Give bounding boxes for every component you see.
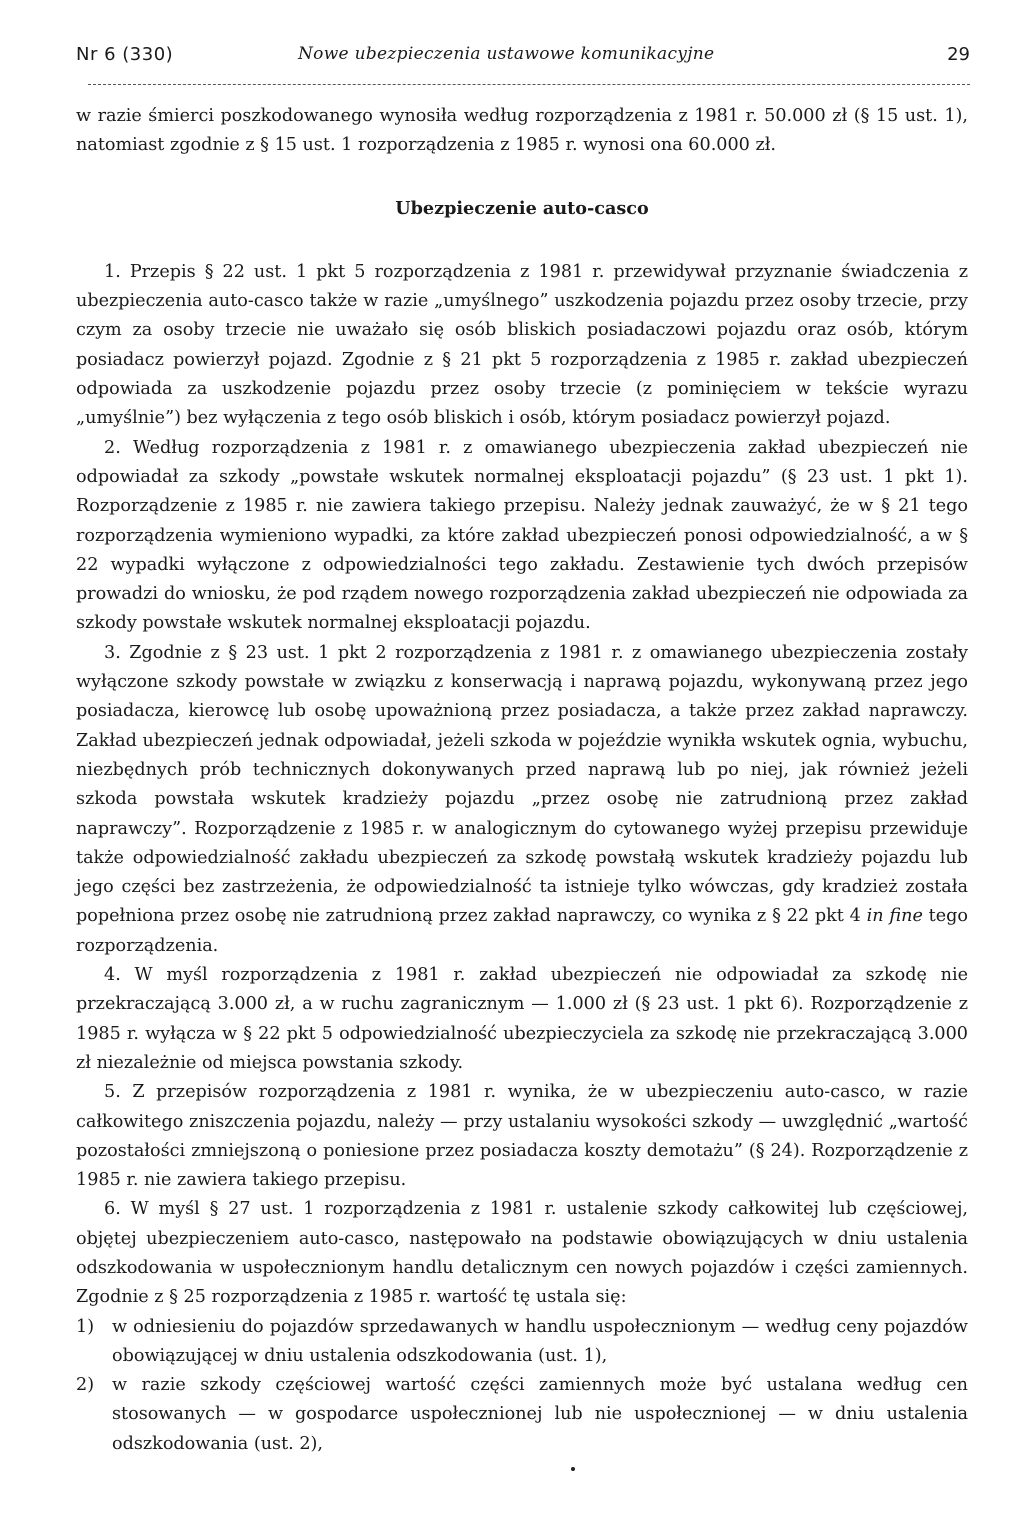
list-item-2-number: 2) xyxy=(76,1375,95,1396)
page-number: 29 xyxy=(947,44,970,65)
paragraph-3 xyxy=(76,639,968,961)
issue-number: Nr 6 (330) xyxy=(76,44,174,65)
paragraph-4: 4. W myśl rozporządzenia z 1981 r. zakład ubezpieczeń nie odpowiadał za szkodę nie przekraczającą 3.000 zł, a w ruchu zagranicznym — 1.000 zł (§ 23 ust. 1 pkt 6). Rozporządzenie z 1985 r. wyłącza w § 22 pkt 5 odpowiedzialność ubezpieczyciela za szkodę nie przekraczającą 3.000 zł niezależnie od miejsca powstania szkody. xyxy=(76,965,968,1073)
article-body xyxy=(76,102,968,1459)
list-item-1-number: 1) xyxy=(76,1316,95,1337)
list-item-1 xyxy=(76,1313,968,1372)
in-fine-italic: in fine xyxy=(866,906,923,927)
running-title: Nowe ubezpieczenia ustawowe komunikacyjne xyxy=(298,44,715,64)
intro-paragraph: w razie śmierci poszkodowanego wynosiła według rozporządzenia z 1981 r. 50.000 zł (§ 15 ust. 1), natomiast zgodnie z § 15 ust. 1 rozporządzenia z 1985 r. wynosi ona 60.000 zł. xyxy=(76,106,968,156)
section-heading: Ubezpieczenie auto-casco xyxy=(395,197,649,219)
paragraph-2: 2. Według rozporządzenia z 1981 r. z omawianego ubezpieczenia zakład ubezpieczeń nie odpowiadał za szkody „powstałe wskutek normalnej eksploatacji pojazdu” (§ 23 ust. 1 pkt 1). Rozporządzenie z 1985 r. nie zawiera takiego przepisu. Należy jednak zauważyć, że w § 21 tego rozporządzenia wymieniono wypadki, za które zakład ubezpieczeń ponosi odpowiedzialność, a w § 22 wypadki wyłączone z odpowiedzialności tego zakładu. Zestawienie tych dwóch przepisów prowadzi do wniosku, że pod rządem nowego rozporządzenia zakład ubezpieczeń nie odpowiada za szkody powstałe wskutek normalnej eksploatacji pojazdu. xyxy=(76,437,968,634)
page-header xyxy=(76,44,970,76)
list-item-2 xyxy=(76,1371,968,1459)
stray-dot xyxy=(571,1467,575,1471)
header-rule xyxy=(88,84,970,85)
paragraph-6: 6. W myśl § 27 ust. 1 rozporządzenia z 1981 r. ustalenie szkody całkowitej lub częściowej, objętej ubezpieczeniem auto-casco, następowało na podstawie obowiązujących w dniu ustalenia odszkodowania w uspołecznionym handlu detalicznym cen nowych pojazdów i części zamiennych. Zgodnie z § 25 rozporządzenia z 1985 r. wartość tę ustala się: xyxy=(76,1199,968,1308)
paragraph-3-text: 3. Zgodnie z § 23 ust. 1 pkt 2 rozporządzenia z 1981 r. z omawianego ubezpieczenia zostały wyłączone szkody powstałe w związku z konserwacją i naprawą pojazdu, wykonywaną przez jego posiadacza, kierowcę lub osobę upoważnioną przez posiadacza, a także przez zakład naprawczy. Zakład ubezpieczeń jednak odpowiadał, jeżeli szkoda w pojeździe wynikła wskutek ognia, wybuchu, niezbędnych prób technicznych dokonywanych przed naprawą lub po niej, jak również jeżeli szkoda powstała wskutek kradzieży pojazdu „przez osobę nie zatrudnioną przez zakład naprawczy”. Rozporządzenie z 1985 r. w analogicznym do cytowanego wyżej przepisu przewiduje także odpowiedzialność zakładu ubezpieczeń za szkodę powstałą wskutek kradzieży pojazdu lub jego części bez zastrzeżenia, że odpowiedzialność ta istnieje tylko wówczas, gdy kradzież została popełniona przez osobę nie zatrudnioną przez zakład naprawczy, co wynika z § 22 pkt 4 xyxy=(76,642,968,927)
list-item-1-text: w odniesieniu do pojazdów sprzedawanych w handlu uspołecznionym — według ceny pojazdów obowiązującej w dniu ustalenia odszkodowania (ust. 1), xyxy=(112,1316,968,1366)
paragraph-5: 5. Z przepisów rozporządzenia z 1981 r. wynika, że w ubezpieczeniu auto-casco, w razie całkowitego zniszczenia pojazdu, należy — przy ustalaniu wysokości szkody — uwzględnić „wartość pozostałości zmniejszoną o poniesione przez posiadacza koszty demotażu” (§ 24). Rozporządzenie z 1985 r. nie zawiera takiego przepisu. xyxy=(76,1082,968,1191)
list-item-2-text: w razie szkody częściowej wartość części zamiennych może być ustalana według cen stosowanych — w gospodarce uspołecznionej lub nie uspołecznionej — w dniu ustalenia odszkodowania (ust. 2), xyxy=(112,1375,968,1454)
paragraph-1: 1. Przepis § 22 ust. 1 pkt 5 rozporządzenia z 1981 r. przewidywał przyznanie świadczenia z ubezpieczenia auto-casco także w razie „umyślnego” uszkodzenia pojazdu przez osoby trzecie, przy czym za osoby trzecie nie uważało się osób bliskich posiadaczowi pojazdu oraz osób, którym posiadacz powierzył pojazd. Zgodnie z § 21 pkt 5 rozporządzenia z 1985 r. zakład ubezpieczeń odpowiada za uszkodzenie pojazdu przez osoby trzecie (z pominięciem w tekście wyrazu „umyślnie”) bez wyłączenia z tego osób bliskich i osób, którym posiadacz powierzył pojazd. xyxy=(76,261,968,429)
paragraph-3-tail: tego rozporządzenia. xyxy=(76,906,969,956)
